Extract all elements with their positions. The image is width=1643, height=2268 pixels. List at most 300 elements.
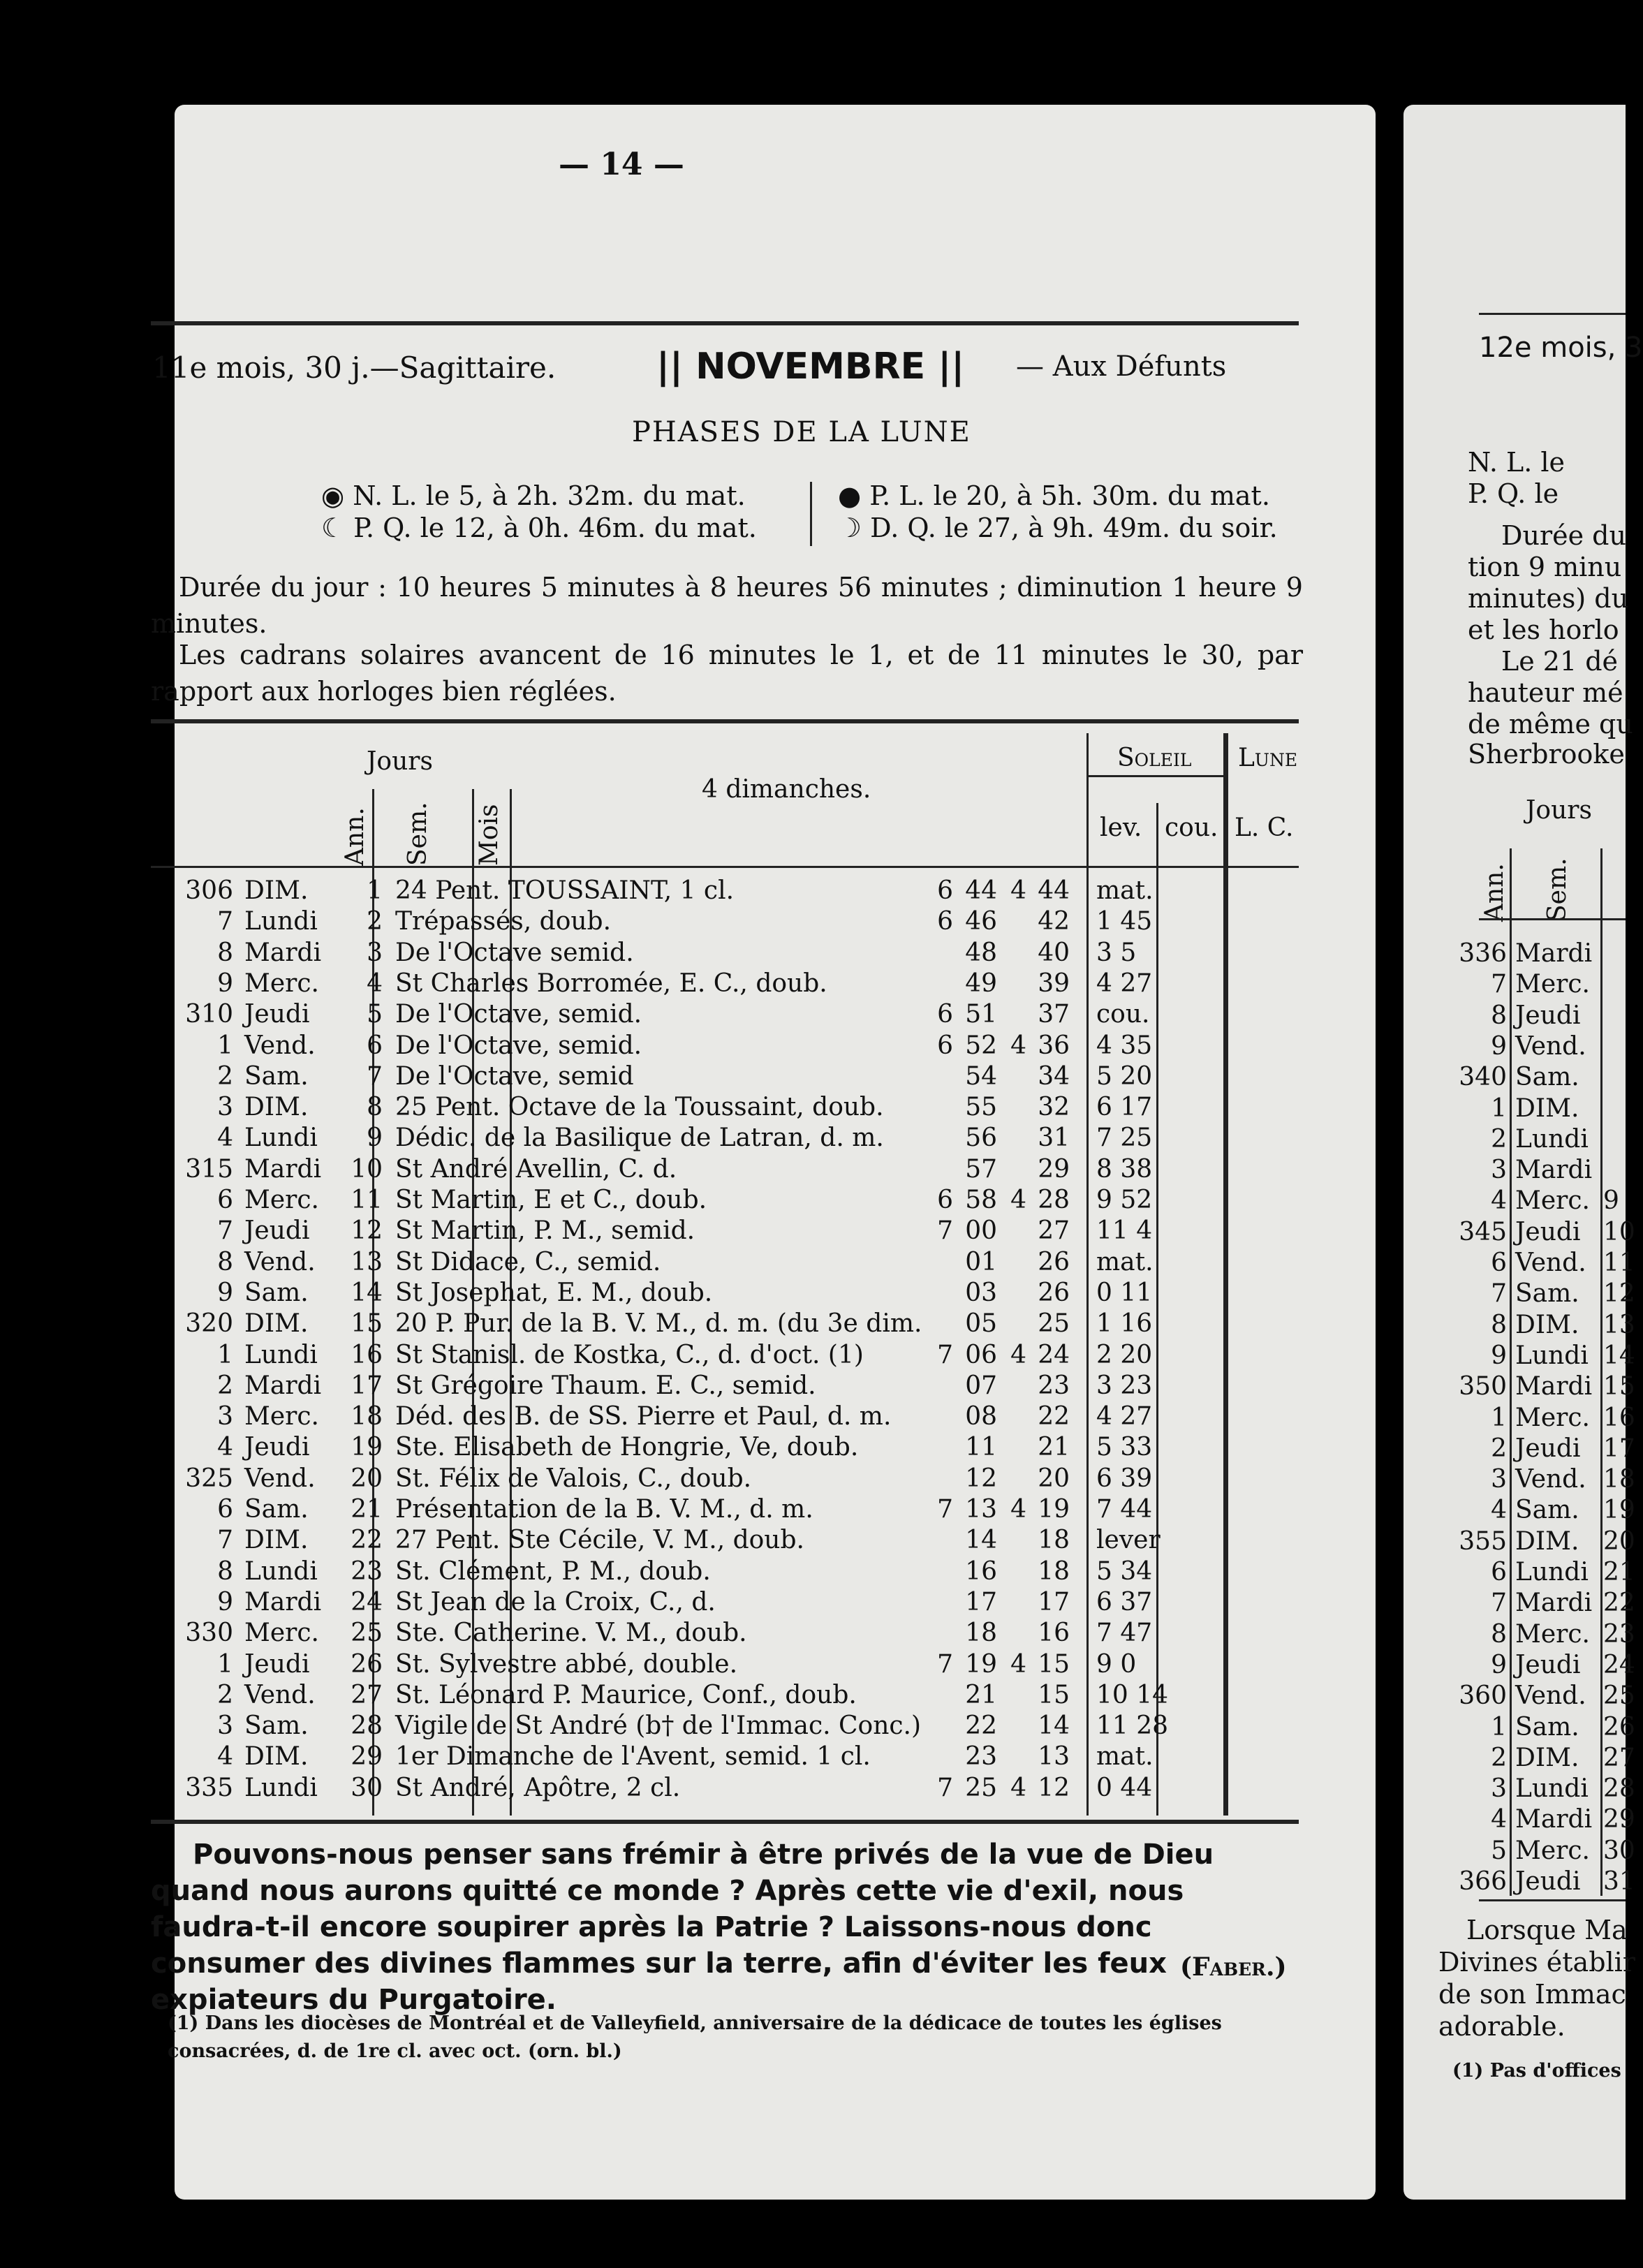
cell-ann: 1: [217, 1031, 233, 1060]
cell-ann: 310: [185, 1000, 233, 1029]
cell-ann: 8: [217, 938, 233, 967]
next-cell-ann: 3: [1491, 1774, 1507, 1804]
cell-ann: 9: [217, 1278, 233, 1307]
cell-mois: 23: [351, 1556, 383, 1586]
cell-lm: 11: [965, 1433, 997, 1462]
cell-lune: 7 47: [1096, 1619, 1153, 1648]
next-cell-mois: 30: [1603, 1836, 1635, 1865]
cell-desc: St Martin, E et C., doub.: [395, 1186, 707, 1214]
next-cell-ann: 340: [1459, 1063, 1507, 1092]
cell-mois: 28: [351, 1711, 383, 1741]
next-cell-mois: 17: [1603, 1434, 1635, 1463]
cell-lm: 46: [965, 907, 997, 936]
table-row: [0, 1279, 1626, 1309]
table-row: [0, 1186, 1626, 1216]
cell-sem: Jeudi: [244, 1433, 310, 1462]
table-row: [0, 1062, 1626, 1092]
cell-lune: 0 11: [1096, 1278, 1153, 1307]
cell-lm: 56: [965, 1124, 997, 1153]
next-cell-ann: 3: [1491, 1465, 1507, 1494]
top-rule: [151, 321, 1299, 325]
header-bottom-rule: [151, 866, 1299, 868]
cell-ch: 4: [1010, 876, 1026, 905]
cell-lune: 7 25: [1096, 1124, 1153, 1153]
cell-desc: St. Léonard P. Maurice, Conf., doub.: [395, 1680, 857, 1709]
next-cell-mois: 13: [1603, 1310, 1635, 1339]
cell-desc: 27 Pent. Ste Cécile, V. M., doub.: [395, 1526, 804, 1555]
page-number: — 14 —: [559, 147, 684, 182]
next-cell-ann: 6: [1491, 1558, 1507, 1586]
cell-mois: 12: [351, 1216, 383, 1246]
cell-lune: 4 27: [1096, 969, 1153, 998]
cell-cm: 44: [1038, 876, 1070, 905]
col-lc: L. C.: [1235, 813, 1294, 842]
cell-desc: Ste. Catherine. V. M., doub.: [395, 1619, 747, 1648]
next-cell-mois: 23: [1603, 1619, 1635, 1649]
cell-mois: 3: [367, 938, 383, 967]
next-cell-ann: 9: [1491, 1650, 1507, 1679]
cell-ann: 4: [217, 1742, 233, 1772]
cell-ann: 4: [217, 1433, 233, 1462]
cell-lune: lever: [1096, 1526, 1161, 1555]
cell-sem: Sam.: [244, 1061, 309, 1091]
cell-ann: 2: [217, 1371, 233, 1400]
cell-sem: Lundi: [244, 1124, 318, 1153]
next-page-line: de même qu: [1468, 709, 1633, 739]
cell-cm: 20: [1038, 1464, 1070, 1493]
next-cell-sem: Merc.: [1515, 1403, 1590, 1432]
col-dimanches: 4 dimanches.: [702, 775, 871, 804]
cell-lh: 6: [937, 1186, 953, 1214]
table-row: [0, 1711, 1626, 1742]
next-cell-mois: 21: [1603, 1558, 1635, 1586]
next-cell-sem: Jeudi: [1515, 1434, 1581, 1463]
cell-lune: 10 14: [1096, 1680, 1169, 1709]
next-page-col-sem: Sem.: [1543, 857, 1572, 922]
next-cell-ann: 4: [1491, 1186, 1507, 1216]
cell-desc: De l'Octave, semid: [395, 1061, 634, 1091]
cell-cm: 28: [1038, 1186, 1070, 1214]
next-page-bottom-rule: [1479, 1899, 1626, 1901]
cell-cm: 32: [1038, 1093, 1070, 1122]
next-cell-sem: Jeudi: [1515, 1217, 1581, 1246]
cell-lune: 4 35: [1096, 1031, 1153, 1060]
next-cell-sem: DIM.: [1515, 1743, 1579, 1772]
cell-lm: 07: [965, 1371, 997, 1400]
cell-ch: 4: [1010, 1340, 1026, 1369]
cell-cm: 39: [1038, 969, 1070, 998]
col-cou: cou.: [1165, 813, 1218, 842]
cell-lm: 21: [965, 1680, 997, 1709]
cell-mois: 16: [351, 1340, 383, 1369]
cell-sem: Merc.: [244, 1619, 319, 1648]
col-sem: Sem.: [404, 802, 432, 866]
next-page-header-rule: [1479, 918, 1626, 920]
cell-lune: 5 34: [1096, 1556, 1153, 1586]
next-page-line: Sherbrooke: [1468, 739, 1625, 770]
next-cell-ann: 9: [1491, 1341, 1507, 1370]
cell-cm: 19: [1038, 1495, 1070, 1524]
cell-lune: 5 33: [1096, 1433, 1153, 1462]
cell-lune: 9 0: [1096, 1649, 1137, 1679]
next-cell-sem: Vend.: [1515, 1249, 1586, 1277]
cell-desc: 24 Pent. TOUSSAINT, 1 cl.: [395, 876, 735, 905]
next-cell-sem: Sam.: [1515, 1279, 1579, 1309]
cell-ann: 7: [217, 1526, 233, 1555]
cell-lh: 7: [937, 1773, 953, 1802]
cell-desc: De l'Octave, semid.: [395, 1031, 642, 1060]
cell-lune: 11 28: [1096, 1711, 1169, 1741]
next-cell-ann: 7: [1491, 1589, 1507, 1618]
cell-sem: Vend.: [244, 1031, 316, 1060]
table-row: [0, 1588, 1626, 1618]
next-cell-mois: 28: [1603, 1774, 1635, 1804]
next-cell-mois: 18: [1603, 1465, 1635, 1494]
cell-ann: 8: [217, 1556, 233, 1586]
next-cell-ann: 360: [1459, 1681, 1507, 1711]
cell-desc: 25 Pent. Octave de la Toussaint, doub.: [395, 1093, 884, 1122]
cell-sem: DIM.: [244, 1093, 309, 1122]
cell-lm: 12: [965, 1464, 997, 1493]
table-row: [0, 1650, 1626, 1680]
next-cell-ann: 7: [1491, 970, 1507, 999]
cell-cm: 15: [1038, 1680, 1070, 1709]
next-cell-mois: 22: [1603, 1589, 1635, 1618]
next-cell-ann: 8: [1491, 1310, 1507, 1339]
table-row: [0, 1402, 1626, 1432]
cell-lm: 49: [965, 969, 997, 998]
cell-lm: 08: [965, 1402, 997, 1431]
cell-desc: St Martin, P. M., semid.: [395, 1216, 695, 1246]
next-page-line: et les horlo: [1468, 614, 1619, 645]
cell-ann: 9: [217, 1587, 233, 1617]
next-page-line: Durée du: [1501, 520, 1626, 551]
cell-mois: 5: [367, 1000, 383, 1029]
next-cell-ann: 9: [1491, 1031, 1507, 1061]
next-page-bottom-line: Divines établir: [1438, 1947, 1635, 1978]
next-cell-sem: Merc.: [1515, 1186, 1590, 1216]
month-info: 11e mois, 30 j.—Sagittaire.: [152, 351, 557, 385]
cell-lh: 7: [937, 1216, 953, 1246]
next-cell-ann: 345: [1459, 1217, 1507, 1246]
table-row: [0, 1031, 1626, 1061]
next-page-line: tion 9 minu: [1468, 552, 1622, 582]
table-top-rule: [151, 719, 1299, 723]
cell-lm: 23: [965, 1742, 997, 1772]
cell-ann: 3: [217, 1711, 233, 1741]
cell-cm: 25: [1038, 1309, 1070, 1339]
next-cell-sem: Sam.: [1515, 1496, 1579, 1525]
next-cell-sem: Sam.: [1515, 1063, 1579, 1092]
next-cell-mois: 24: [1603, 1650, 1635, 1679]
next-cell-ann: 2: [1491, 1124, 1507, 1154]
cell-ann: 6: [217, 1495, 233, 1524]
cell-ann: 2: [217, 1061, 233, 1091]
next-page-rule: [1479, 313, 1626, 315]
next-cell-ann: 8: [1491, 1619, 1507, 1649]
cell-cm: 31: [1038, 1124, 1070, 1153]
cell-ann: 3: [217, 1402, 233, 1431]
sundial-paragraph: Les cadrans solaires avancent de 16 minutes le 1, et de 11 minutes le 30, par rapport aux horloges bien réglées.: [151, 640, 1303, 707]
table-row: [0, 1248, 1626, 1278]
phase-first-quarter: ☾ P. Q. le 12, à 0h. 46m. du mat.: [321, 513, 757, 543]
cell-lune: mat.: [1096, 1247, 1154, 1276]
cell-lh: 7: [937, 1649, 953, 1679]
cell-lune: 8 38: [1096, 1154, 1153, 1184]
cell-sem: DIM.: [244, 1742, 309, 1772]
table-bottom-rule: [151, 1820, 1299, 1824]
next-cell-sem: Jeudi: [1515, 1867, 1581, 1896]
next-page-line: minutes) du: [1468, 583, 1629, 614]
table-row: [0, 876, 1626, 906]
next-cell-ann: 355: [1459, 1526, 1507, 1556]
cell-cm: 42: [1038, 907, 1070, 936]
next-cell-sem: Mardi: [1515, 1156, 1593, 1185]
cell-lh: 6: [937, 876, 953, 905]
cell-sem: Merc.: [244, 1186, 319, 1214]
next-cell-mois: 25: [1603, 1681, 1635, 1711]
cell-lune: 4 27: [1096, 1402, 1153, 1431]
cell-cm: 29: [1038, 1154, 1070, 1184]
cell-cm: 23: [1038, 1371, 1070, 1400]
cell-lune: 6 37: [1096, 1587, 1153, 1617]
cell-lune: 1 16: [1096, 1309, 1153, 1339]
next-page-line: P. Q. le: [1468, 478, 1559, 509]
table-row: [0, 1155, 1626, 1185]
cell-ann: 1: [217, 1649, 233, 1679]
cell-cm: 40: [1038, 938, 1070, 967]
next-cell-ann: 1: [1491, 1094, 1507, 1123]
cell-cm: 34: [1038, 1061, 1070, 1091]
next-page-bottom-line: Lorsque Ma: [1466, 1915, 1628, 1945]
next-cell-mois: 11: [1603, 1249, 1635, 1277]
cell-desc: St Josephat, E. M., doub.: [395, 1278, 713, 1307]
cell-ann: 306: [185, 876, 233, 905]
cell-lh: 7: [937, 1340, 953, 1369]
next-cell-sem: DIM.: [1515, 1094, 1579, 1123]
cell-mois: 8: [367, 1093, 383, 1122]
cell-cm: 15: [1038, 1649, 1070, 1679]
cell-lm: 54: [965, 1061, 997, 1091]
cell-lm: 17: [965, 1587, 997, 1617]
table-row: [0, 938, 1626, 969]
cell-cm: 27: [1038, 1216, 1070, 1246]
cell-mois: 18: [351, 1402, 383, 1431]
cell-cm: 26: [1038, 1247, 1070, 1276]
month-title: || NOVEMBRE ||: [656, 346, 965, 388]
cell-sem: Vend.: [244, 1464, 316, 1493]
table-row: [0, 1093, 1626, 1123]
next-cell-sem: DIM.: [1515, 1526, 1579, 1556]
cell-ann: 1: [217, 1340, 233, 1369]
cell-sem: Jeudi: [244, 1000, 310, 1029]
cell-sem: Merc.: [244, 969, 319, 998]
next-cell-mois: 27: [1603, 1743, 1635, 1772]
cell-cm: 37: [1038, 1000, 1070, 1029]
cell-lune: mat.: [1096, 1742, 1154, 1772]
soleil-rule: [1086, 775, 1226, 777]
cell-lune: 3 23: [1096, 1371, 1153, 1400]
next-cell-ann: 1: [1491, 1403, 1507, 1432]
cell-lm: 19: [965, 1649, 997, 1679]
cell-ann: 8: [217, 1247, 233, 1276]
cell-cm: 22: [1038, 1402, 1070, 1431]
col-lev: lev.: [1100, 813, 1142, 842]
next-cell-sem: Merc.: [1515, 970, 1590, 999]
col-ann: Ann.: [341, 807, 369, 866]
next-cell-sem: Mardi: [1515, 1589, 1593, 1618]
cell-sem: Mardi: [244, 1154, 322, 1184]
next-cell-mois: 12: [1603, 1279, 1635, 1309]
next-cell-mois: 9: [1603, 1186, 1619, 1216]
cell-ann: 7: [217, 1216, 233, 1246]
cell-cm: 12: [1038, 1773, 1070, 1802]
cell-desc: Présentation de la B. V. M., d. m.: [395, 1495, 813, 1524]
next-cell-mois: 10: [1603, 1217, 1635, 1246]
table-row: [0, 1557, 1626, 1587]
cell-cm: 13: [1038, 1742, 1070, 1772]
next-cell-mois: 19: [1603, 1496, 1635, 1525]
cell-mois: 15: [351, 1309, 383, 1339]
next-cell-ann: 4: [1491, 1496, 1507, 1525]
cell-lm: 06: [965, 1340, 997, 1369]
next-cell-sem: Mardi: [1515, 1805, 1593, 1834]
cell-lm: 57: [965, 1154, 997, 1184]
table-row: [0, 1000, 1626, 1030]
table-row: [0, 1433, 1626, 1463]
cell-sem: Lundi: [244, 907, 318, 936]
next-cell-sem: Mardi: [1515, 939, 1593, 968]
cell-sem: Jeudi: [244, 1649, 310, 1679]
next-cell-sem: Lundi: [1515, 1124, 1589, 1154]
table-row: [0, 1309, 1626, 1339]
table-row: [0, 1619, 1626, 1649]
phase-full-moon: ● P. L. le 20, à 5h. 30m. du mat.: [838, 480, 1270, 511]
cell-sem: Mardi: [244, 938, 322, 967]
cell-desc: Ste. Elisabeth de Hongrie, Ve, doub.: [395, 1433, 859, 1462]
cell-lm: 55: [965, 1093, 997, 1122]
next-page-line-sem: [1600, 848, 1603, 1896]
cell-sem: Vend.: [244, 1247, 316, 1276]
cell-lune: 7 44: [1096, 1495, 1153, 1524]
cell-sem: DIM.: [244, 1309, 309, 1339]
cell-cm: 17: [1038, 1587, 1070, 1617]
cell-lm: 16: [965, 1556, 997, 1586]
cell-cm: 16: [1038, 1619, 1070, 1648]
next-cell-sem: Vend.: [1515, 1465, 1586, 1494]
table-row: [0, 1774, 1626, 1804]
cell-lune: 6 17: [1096, 1093, 1153, 1122]
cell-lune: 6 39: [1096, 1464, 1153, 1493]
cell-mois: 24: [351, 1587, 383, 1617]
table-row: [0, 1216, 1626, 1246]
quote-author: (Faber.): [1180, 1952, 1287, 1982]
cell-sem: Merc.: [244, 1402, 319, 1431]
cell-lm: 52: [965, 1031, 997, 1060]
cell-cm: 18: [1038, 1556, 1070, 1586]
cell-lune: 1 45: [1096, 907, 1153, 936]
cell-desc: St Stanisl. de Kostka, C., d. d'oct. (1): [395, 1340, 864, 1369]
next-cell-sem: DIM.: [1515, 1310, 1579, 1339]
next-cell-mois: 26: [1603, 1712, 1635, 1742]
cell-desc: St. Sylvestre abbé, double.: [395, 1649, 738, 1679]
cell-cm: 26: [1038, 1278, 1070, 1307]
cell-ann: 7: [217, 907, 233, 936]
cell-sem: Mardi: [244, 1371, 322, 1400]
full-moon-icon: ●: [838, 480, 870, 511]
next-page-bottom-line: de son Immac: [1438, 1979, 1626, 2010]
cell-sem: Jeudi: [244, 1216, 310, 1246]
next-cell-mois: 14: [1603, 1341, 1635, 1370]
cell-lune: 11 4: [1096, 1216, 1153, 1246]
cell-mois: 4: [367, 969, 383, 998]
cell-ann: 320: [185, 1309, 233, 1339]
next-page-col-ann: Ann.: [1480, 863, 1509, 922]
next-page-header: 12e mois, 3: [1479, 332, 1643, 364]
cell-mois: 27: [351, 1680, 383, 1709]
cell-lm: 22: [965, 1711, 997, 1741]
cell-ann: 315: [185, 1154, 233, 1184]
cell-sem: Vend.: [244, 1680, 316, 1709]
next-page-line: Le 21 dé: [1501, 646, 1619, 677]
cell-mois: 30: [351, 1773, 383, 1802]
next-cell-ann: 2: [1491, 1743, 1507, 1772]
col-jours: Jours: [367, 747, 433, 776]
cell-desc: Dédic. de la Basilique de Latran, d. m.: [395, 1124, 884, 1153]
cell-desc: St. Félix de Valois, C., doub.: [395, 1464, 752, 1493]
cell-lune: mat.: [1096, 876, 1154, 905]
next-cell-ann: 350: [1459, 1372, 1507, 1401]
cell-lm: 13: [965, 1495, 997, 1524]
next-cell-sem: Lundi: [1515, 1558, 1589, 1586]
cell-sem: Sam.: [244, 1711, 309, 1741]
footnote: (1) Dans les diocèses de Montréal et de Valleyfield, anniversaire de la dédicace de toutes les églises consacrées, d. de 1re cl. avec oct. (orn. bl.): [168, 2012, 1222, 2062]
col-soleil: Soleil: [1117, 744, 1192, 772]
table-row: [0, 1526, 1626, 1556]
next-cell-sem: Vend.: [1515, 1031, 1586, 1061]
next-cell-sem: Merc.: [1515, 1836, 1590, 1865]
cell-desc: St Charles Borromée, E. C., doub.: [395, 969, 827, 998]
phases-separator: [810, 482, 812, 546]
next-page-jours: Jours: [1526, 796, 1592, 825]
day-length-paragraph: Durée du jour : 10 heures 5 minutes à 8 heures 56 minutes ; diminution 1 heure 9 minutes.: [151, 572, 1303, 639]
cell-sem: Mardi: [244, 1587, 322, 1617]
cell-mois: 26: [351, 1649, 383, 1679]
next-cell-sem: Jeudi: [1515, 1650, 1581, 1679]
table-row: [0, 1124, 1626, 1154]
table-row: [0, 1742, 1626, 1772]
next-page-footnote: (1) Pas d'offices: [1452, 2060, 1621, 2082]
cell-sem: Lundi: [244, 1340, 318, 1369]
table-row: [0, 1495, 1626, 1525]
cell-lune: 5 20: [1096, 1061, 1153, 1091]
cell-mois: 14: [351, 1278, 383, 1307]
cell-mois: 21: [351, 1495, 383, 1524]
next-cell-ann: 3: [1491, 1156, 1507, 1185]
cell-mois: 19: [351, 1433, 383, 1462]
cell-desc: St André Avellin, C. d.: [395, 1154, 677, 1184]
cell-mois: 9: [367, 1124, 383, 1153]
table-row: [0, 1371, 1626, 1401]
cell-desc: Déd. des B. de SS. Pierre et Paul, d. m.: [395, 1402, 892, 1431]
table-row: [0, 1341, 1626, 1371]
next-cell-ann: 1: [1491, 1712, 1507, 1742]
next-cell-mois: 20: [1603, 1526, 1635, 1556]
cell-mois: 10: [351, 1154, 383, 1184]
cell-lune: 3 5: [1096, 938, 1137, 967]
cell-lm: 05: [965, 1309, 997, 1339]
cell-mois: 11: [351, 1186, 383, 1214]
